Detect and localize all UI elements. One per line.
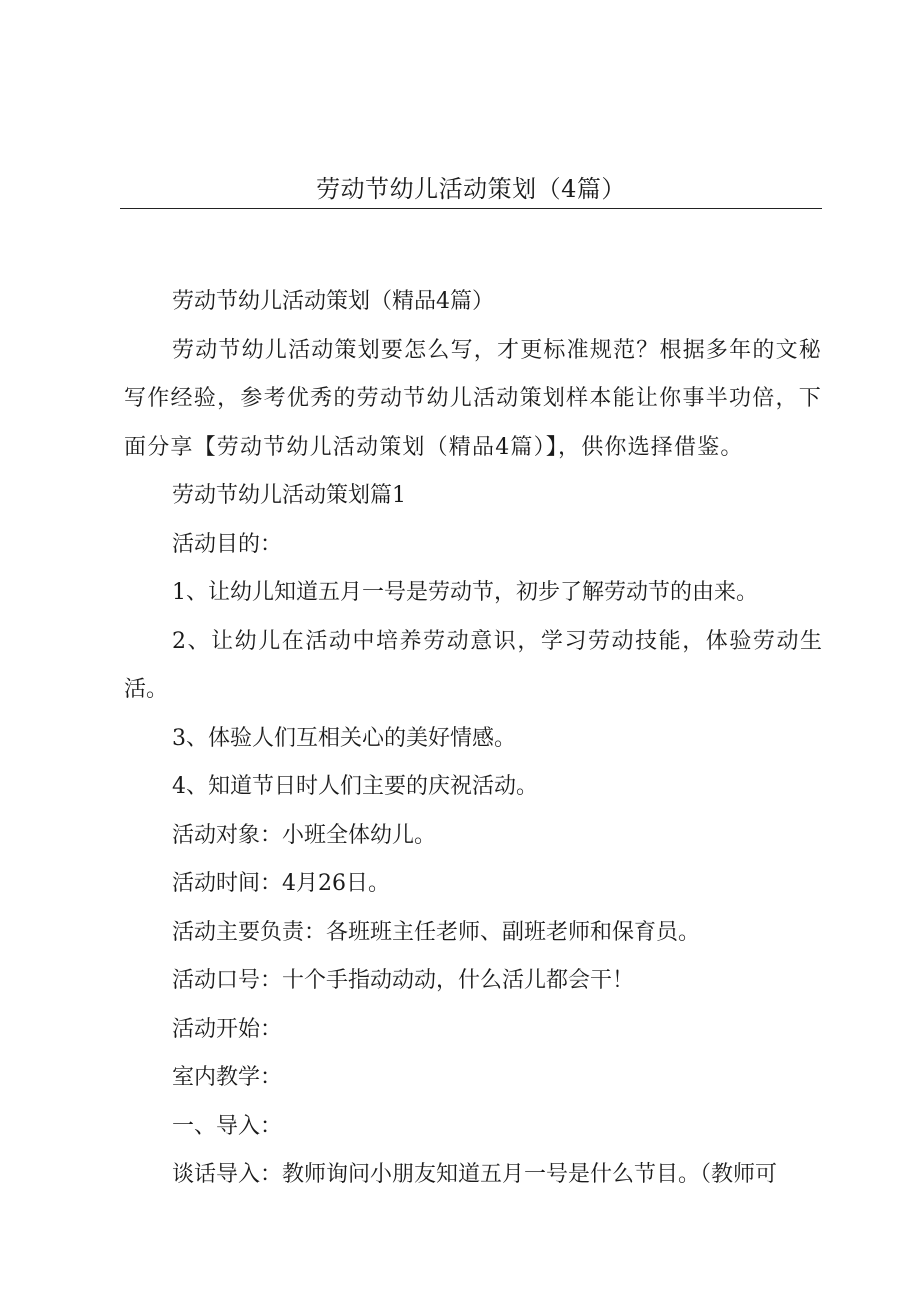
paragraph-time: 活动时间：4月26日。 bbox=[172, 871, 390, 896]
goal-item: 3、体验人们互相关心的美好情感。 bbox=[172, 725, 516, 751]
paragraph-audience: 活动对象：小班全体幼儿。 bbox=[172, 822, 437, 848]
paragraph-start: 活动开始： bbox=[172, 1016, 283, 1042]
goal-item: 4、知道节日时人们主要的庆祝活动。 bbox=[172, 774, 538, 799]
paragraph-dialogue: 谈话导入：教师询问小朋友知道五月一号是什么节目。（教师可 bbox=[172, 1162, 778, 1187]
paragraph-goal-heading: 活动目的： bbox=[172, 531, 283, 557]
paragraph-step-one: 一、导入： bbox=[172, 1113, 283, 1139]
paragraph-intro: 劳动节幼儿活动策划要怎么写，才更标准规范？根据多年的文秘写作经验，参考优秀的劳动节幼儿活动策划样本能让你事半功倍，下面分享【劳动节幼儿活动策划（精品4篇）】，供你选择借鉴。 bbox=[124, 337, 822, 460]
paragraph-indoor: 室内教学： bbox=[172, 1065, 283, 1090]
goal-item: 1、让幼儿知道五月一号是劳动节，初步了解劳动节的由来。 bbox=[172, 580, 758, 605]
goal-item: 2、让幼儿在活动中培养劳动意识，学习劳动技能，体验劳动生活。 bbox=[124, 628, 822, 702]
section-heading: 劳动节幼儿活动策划篇1 bbox=[172, 483, 406, 508]
document-body bbox=[124, 278, 822, 1200]
paragraph-slogan: 活动口号：十个手指动动动，什么活儿都会干！ bbox=[172, 968, 635, 993]
document-title: 劳动节幼儿活动策划（4篇） bbox=[316, 175, 626, 203]
paragraph-subtitle: 劳动节幼儿活动策划（精品4篇） bbox=[172, 289, 494, 314]
document-header bbox=[120, 168, 822, 209]
paragraph-responsible: 活动主要负责：各班班主任老师、副班老师和保育员。 bbox=[172, 919, 701, 945]
